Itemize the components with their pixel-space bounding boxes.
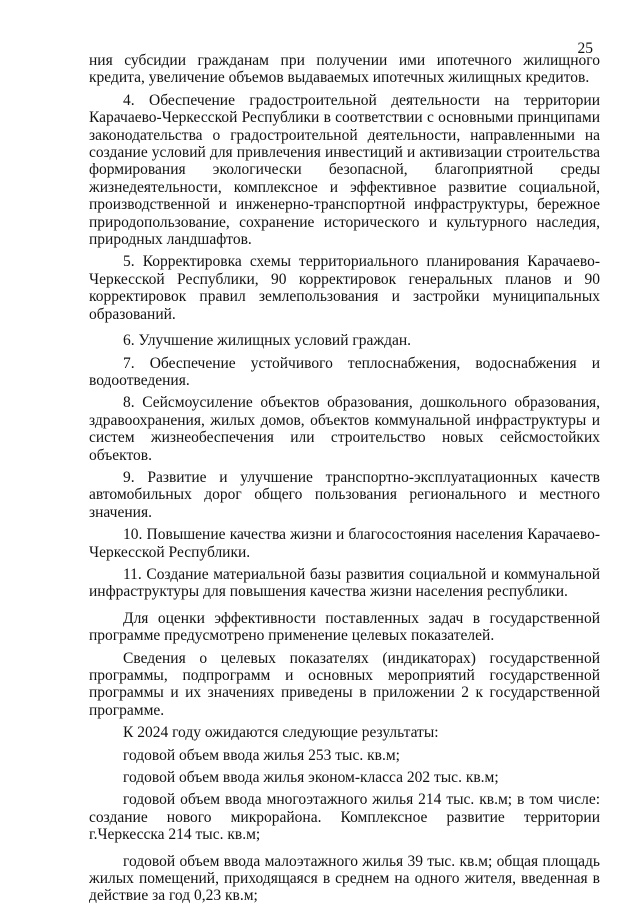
paragraph-expected-results: К 2024 году ожидаются следующие результаты:: [123, 724, 439, 742]
paragraph-item-8: 8. Сейсмоусиление объектов образования, дошкольного образования, здравоохранения, жилых домов, объектов коммунальной инфраструктуры и систем жизнеобеспечения или строительство новых сейсмостойких объектов.: [89, 394, 600, 464]
paragraph-item-11: 11. Создание материальной базы развития социальной и коммунальной инфраструктуры для повышения качества жизни населения республики.: [89, 565, 600, 601]
result-housing-multistorey: годовой объем ввода многоэтажного жилья 214 тыс. кв.м; в том числе: создание нового микрорайона. Комплексное развитие территории г.Черкесска 214 тыс. кв.м;: [89, 791, 600, 844]
paragraph-item-6: 6. Улучшение жилищных условий граждан.: [123, 332, 411, 350]
paragraph-efficiency: Для оценки эффективности поставленных задач в государственной программе предусмотрено применение целевых показателей.: [89, 609, 600, 645]
result-housing-total: годовой объем ввода жилья 253 тыс. кв.м;: [123, 746, 400, 764]
paragraph-subsidy-continuation: ния субсидии гражданам при получении ими ипотечного жилищного кредита, увеличение объемов выдаваемых ипотечных жилищных кредитов.: [89, 52, 600, 87]
page-number: 25: [577, 40, 593, 57]
paragraph-item-5: 5. Корректировка схемы территориального планирования Карачаево-Черкесской Республики, 90 корректировок генеральных планов и 90 корректировок правил землепользования и застройки муниципальных образований.: [89, 253, 600, 323]
paragraph-item-7: 7. Обеспечение устойчивого теплоснабжения, водоснабжения и водоотведения.: [89, 354, 600, 389]
paragraph-indicators: Сведения о целевых показателях (индикаторах) государственной программы, подпрограмм и основных мероприятий государственной программы и их значениях приведены в приложении 2 к государственной программе.: [89, 649, 600, 719]
paragraph-item-10: 10. Повышение качества жизни и благосостояния населения Карачаево-Черкесской Республики.: [89, 526, 600, 561]
paragraph-item-9: 9. Развитие и улучшение транспортно-эксплуатационных качеств автомобильных дорог общего пользования регионального и местного значения.: [89, 468, 600, 521]
result-housing-economy: годовой объем ввода жилья эконом-класса 202 тыс. кв.м;: [123, 769, 499, 787]
paragraph-item-4: 4. Обеспечение градостроительной деятельности на территории Карачаево-Черкесской Республики в соответствии с основными принципами законодательства о градостроительной деятельности, направленными на создание условий для привлечения инвестиций и активизации строительства формирования экологически безопасной, благоприятной среды жизнедеятельности, комплексное и эффективное развитие социальной, производственной и инженерно-транспортной инфраструктуры, бережное природопользование, сохранение исторического и культурного наследия, природных ландшафтов.: [89, 91, 600, 249]
result-housing-lowrise: годовой объем ввода малоэтажного жилья 39 тыс. кв.м; общая площадь жилых помещений, приходящаяся в среднем на одного жителя, введенная в действие за год 0,23 кв.м;: [89, 852, 600, 905]
